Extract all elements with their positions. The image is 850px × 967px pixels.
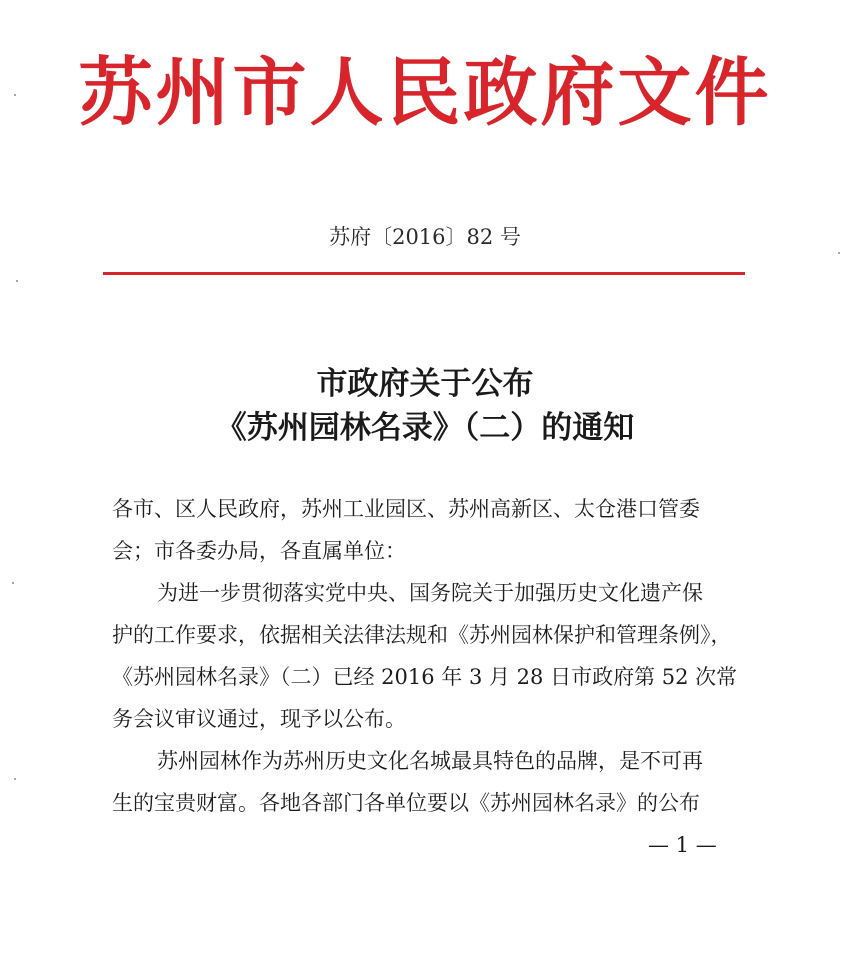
- paragraph-1-line-2: 护的工作要求，依据相关法律法规和《苏州园林保护和管理条例》，: [112, 623, 732, 647]
- page-number: — 1 —: [648, 833, 717, 857]
- paragraph-1-line-1: 为进一步贯彻落实党中央、国务院关于加强历史文化遗产保: [157, 581, 703, 605]
- addressee-line-2: 会；市各委办局，各直属单位：: [112, 539, 406, 563]
- scan-speck: [14, 94, 16, 96]
- paragraph-2-line-2: 生的宝贵财富。各地各部门各单位要以《苏州园林名录》的公布: [112, 791, 700, 815]
- scan-speck: [838, 252, 840, 254]
- scan-speck: [12, 582, 14, 584]
- paragraph-2-line-1: 苏州园林作为苏州历史文化名城最具特色的品牌，是不可再: [157, 749, 703, 773]
- scan-speck: [14, 778, 16, 780]
- addressee-line-1: 各市、区人民政府，苏州工业园区、苏州高新区、太仓港口管委: [112, 497, 700, 521]
- document-number: 苏府〔2016〕82 号: [329, 225, 521, 249]
- scan-speck: [16, 280, 18, 282]
- notice-title-line-1: 市政府关于公布: [316, 366, 534, 402]
- red-divider-line: [103, 272, 745, 275]
- paragraph-1-line-3: 《苏州园林名录》（二）已经 2016 年 3 月 28 日市政府第 52 次常: [112, 665, 738, 689]
- paragraph-1-line-4: 务会议审议通过，现予以公布。: [112, 707, 406, 731]
- issuing-authority-header: 苏州市人民政府文件: [78, 50, 772, 136]
- notice-title-line-2: 《苏州园林名录》（二）的通知: [215, 410, 635, 446]
